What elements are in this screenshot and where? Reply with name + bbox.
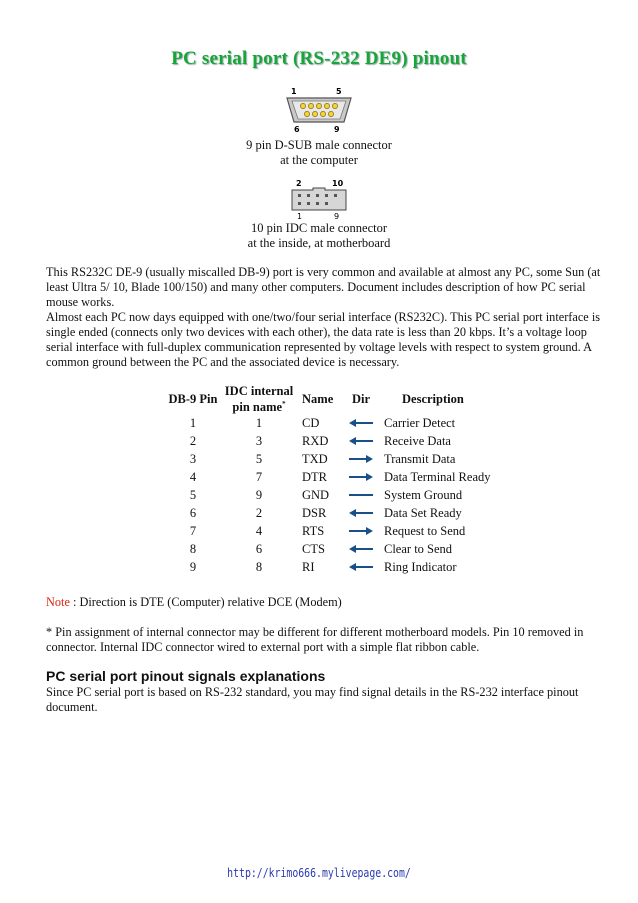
- cell-db9-pin: 9: [189, 559, 197, 574]
- db9-label-5: 5: [336, 87, 342, 96]
- idc-connector-figure: [0, 178, 638, 251]
- cell-description: Ring Indicator: [384, 559, 457, 574]
- cell-direction: [344, 486, 378, 504]
- cell-signal-name: DSR: [302, 505, 327, 520]
- cell-direction: [344, 558, 378, 576]
- cell-db9-pin: 8: [189, 541, 197, 556]
- idc-label-1: 1: [297, 212, 303, 220]
- cell-idc-pin: 7: [255, 469, 263, 484]
- cell-signal-name: RI: [302, 559, 315, 574]
- cell-direction: [344, 504, 378, 522]
- intro-paragraph-2: Almost each PC now days equipped with one/two/four serial interface (RS232C). This PC serial port interface is single ended (connects only two devices with each other), the data rate is less than 20 kbps. It’s a voltage loop serial interface with full-duplex communication represented by voltage levels with respect to system ground. A common ground between the PC and the associated device is necessary.: [46, 310, 601, 369]
- cell-signal-name: GND: [302, 487, 330, 502]
- intro-paragraph-1: This RS232C DE-9 (usually miscalled DB-9) port is very common and available at almost any PC, some Sun (at least Ultra 5/ 10, Blade 100/150) and many other computers. Document includes description of how PC serial mouse works.: [46, 265, 601, 309]
- idc-label-2: 2: [296, 179, 302, 188]
- header-idc-line1: IDC internal: [224, 384, 294, 398]
- arrow-left-icon: [348, 561, 374, 571]
- cell-signal-name: TXD: [302, 451, 328, 466]
- pinout-table: [164, 385, 554, 576]
- cell-idc-pin: 4: [255, 523, 263, 538]
- cell-idc-pin: 5: [255, 451, 263, 466]
- table-row: [164, 450, 554, 468]
- cell-direction: [344, 432, 378, 450]
- arrow-left-icon: [348, 417, 374, 427]
- arrow-left-icon: [348, 507, 374, 517]
- cell-direction: [344, 540, 378, 558]
- page-title: PC serial port (RS-232 DE9) pinout: [171, 48, 467, 69]
- cell-direction: [344, 468, 378, 486]
- header-description: Description: [402, 392, 464, 407]
- db9-caption-line2: at the computer: [280, 153, 358, 167]
- footnote: * Pin assignment of internal connector may be different for different motherboard models. Pin 10 removed in connector. Internal IDC connector wired to external port with a simple flat ribbon cable.: [46, 625, 584, 654]
- table-row: [164, 432, 554, 450]
- db9-caption-line1: 9 pin D-SUB male connector: [246, 138, 392, 152]
- direction-note: [46, 595, 602, 610]
- cell-description: Transmit Data: [384, 451, 456, 466]
- cell-signal-name: CD: [302, 415, 320, 430]
- table-row: [164, 414, 554, 432]
- db9-connector-image: [284, 86, 354, 134]
- cell-description: Clear to Send: [384, 541, 453, 556]
- table-row: [164, 486, 554, 504]
- cell-description: System Ground: [384, 487, 463, 502]
- db9-label-1: 1: [291, 87, 297, 96]
- cell-idc-pin: 1: [255, 415, 263, 430]
- section-text: Since PC serial port is based on RS-232 standard, you may find signal details in the RS-232 interface pinout document.: [46, 685, 579, 714]
- arrow-right-icon: [348, 525, 374, 535]
- cell-db9-pin: 1: [189, 415, 197, 430]
- line-no-direction-icon: [348, 489, 374, 499]
- idc-caption-line2: at the inside, at motherboard: [247, 236, 391, 250]
- note-label: Note: [46, 595, 70, 609]
- arrow-right-icon: [348, 453, 374, 463]
- cell-idc-pin: 8: [255, 559, 263, 574]
- cell-description: Data Terminal Ready: [384, 469, 491, 484]
- note-text: : Direction is DTE (Computer) relative DCE (Modem): [69, 595, 342, 609]
- cell-db9-pin: 4: [189, 469, 197, 484]
- arrow-left-icon: [348, 543, 374, 553]
- cell-signal-name: RXD: [302, 433, 329, 448]
- idc-caption-line1: 10 pin IDC male connector: [250, 221, 388, 235]
- cell-description: Receive Data: [384, 433, 451, 448]
- idc-label-10: 10: [332, 179, 344, 188]
- table-row: [164, 504, 554, 522]
- cell-description: Data Set Ready: [384, 505, 462, 520]
- arrow-left-icon: [348, 435, 374, 445]
- table-row: [164, 558, 554, 576]
- arrow-right-icon: [348, 471, 374, 481]
- header-idc-mark: *: [282, 400, 286, 408]
- cell-direction: [344, 522, 378, 540]
- section-heading: PC serial port pinout signals explanations: [46, 668, 326, 684]
- cell-db9-pin: 5: [189, 487, 197, 502]
- cell-db9-pin: 6: [189, 505, 197, 520]
- table-row: [164, 468, 554, 486]
- db9-connector-figure: [0, 86, 638, 168]
- header-idc-line2: pin name: [232, 400, 283, 415]
- pinout-table-body: [164, 414, 554, 576]
- header-name: Name: [302, 392, 334, 407]
- cell-signal-name: DTR: [302, 469, 327, 484]
- cell-idc-pin: 6: [255, 541, 263, 556]
- db9-label-9: 9: [334, 125, 340, 134]
- cell-signal-name: CTS: [302, 541, 325, 556]
- table-header-row: [164, 385, 554, 414]
- cell-signal-name: RTS: [302, 523, 325, 538]
- cell-description: Request to Send: [384, 523, 466, 538]
- header-idc: [222, 385, 296, 414]
- idc-label-9: 9: [334, 212, 340, 220]
- header-db9: DB-9 Pin: [168, 392, 218, 407]
- cell-direction: [344, 414, 378, 432]
- cell-idc-pin: 9: [255, 487, 263, 502]
- table-row: [164, 522, 554, 540]
- cell-description: Carrier Detect: [384, 415, 456, 430]
- db9-label-6: 6: [294, 125, 300, 134]
- cell-db9-pin: 3: [189, 451, 197, 466]
- header-dir: Dir: [351, 392, 371, 407]
- cell-idc-pin: 2: [255, 505, 263, 520]
- cell-db9-pin: 2: [189, 433, 197, 448]
- cell-direction: [344, 450, 378, 468]
- footer-url[interactable]: http://krimo666.mylivepage.com/: [227, 866, 411, 880]
- table-row: [164, 540, 554, 558]
- idc-connector-image: [289, 178, 349, 220]
- cell-db9-pin: 7: [189, 523, 197, 538]
- cell-idc-pin: 3: [255, 433, 263, 448]
